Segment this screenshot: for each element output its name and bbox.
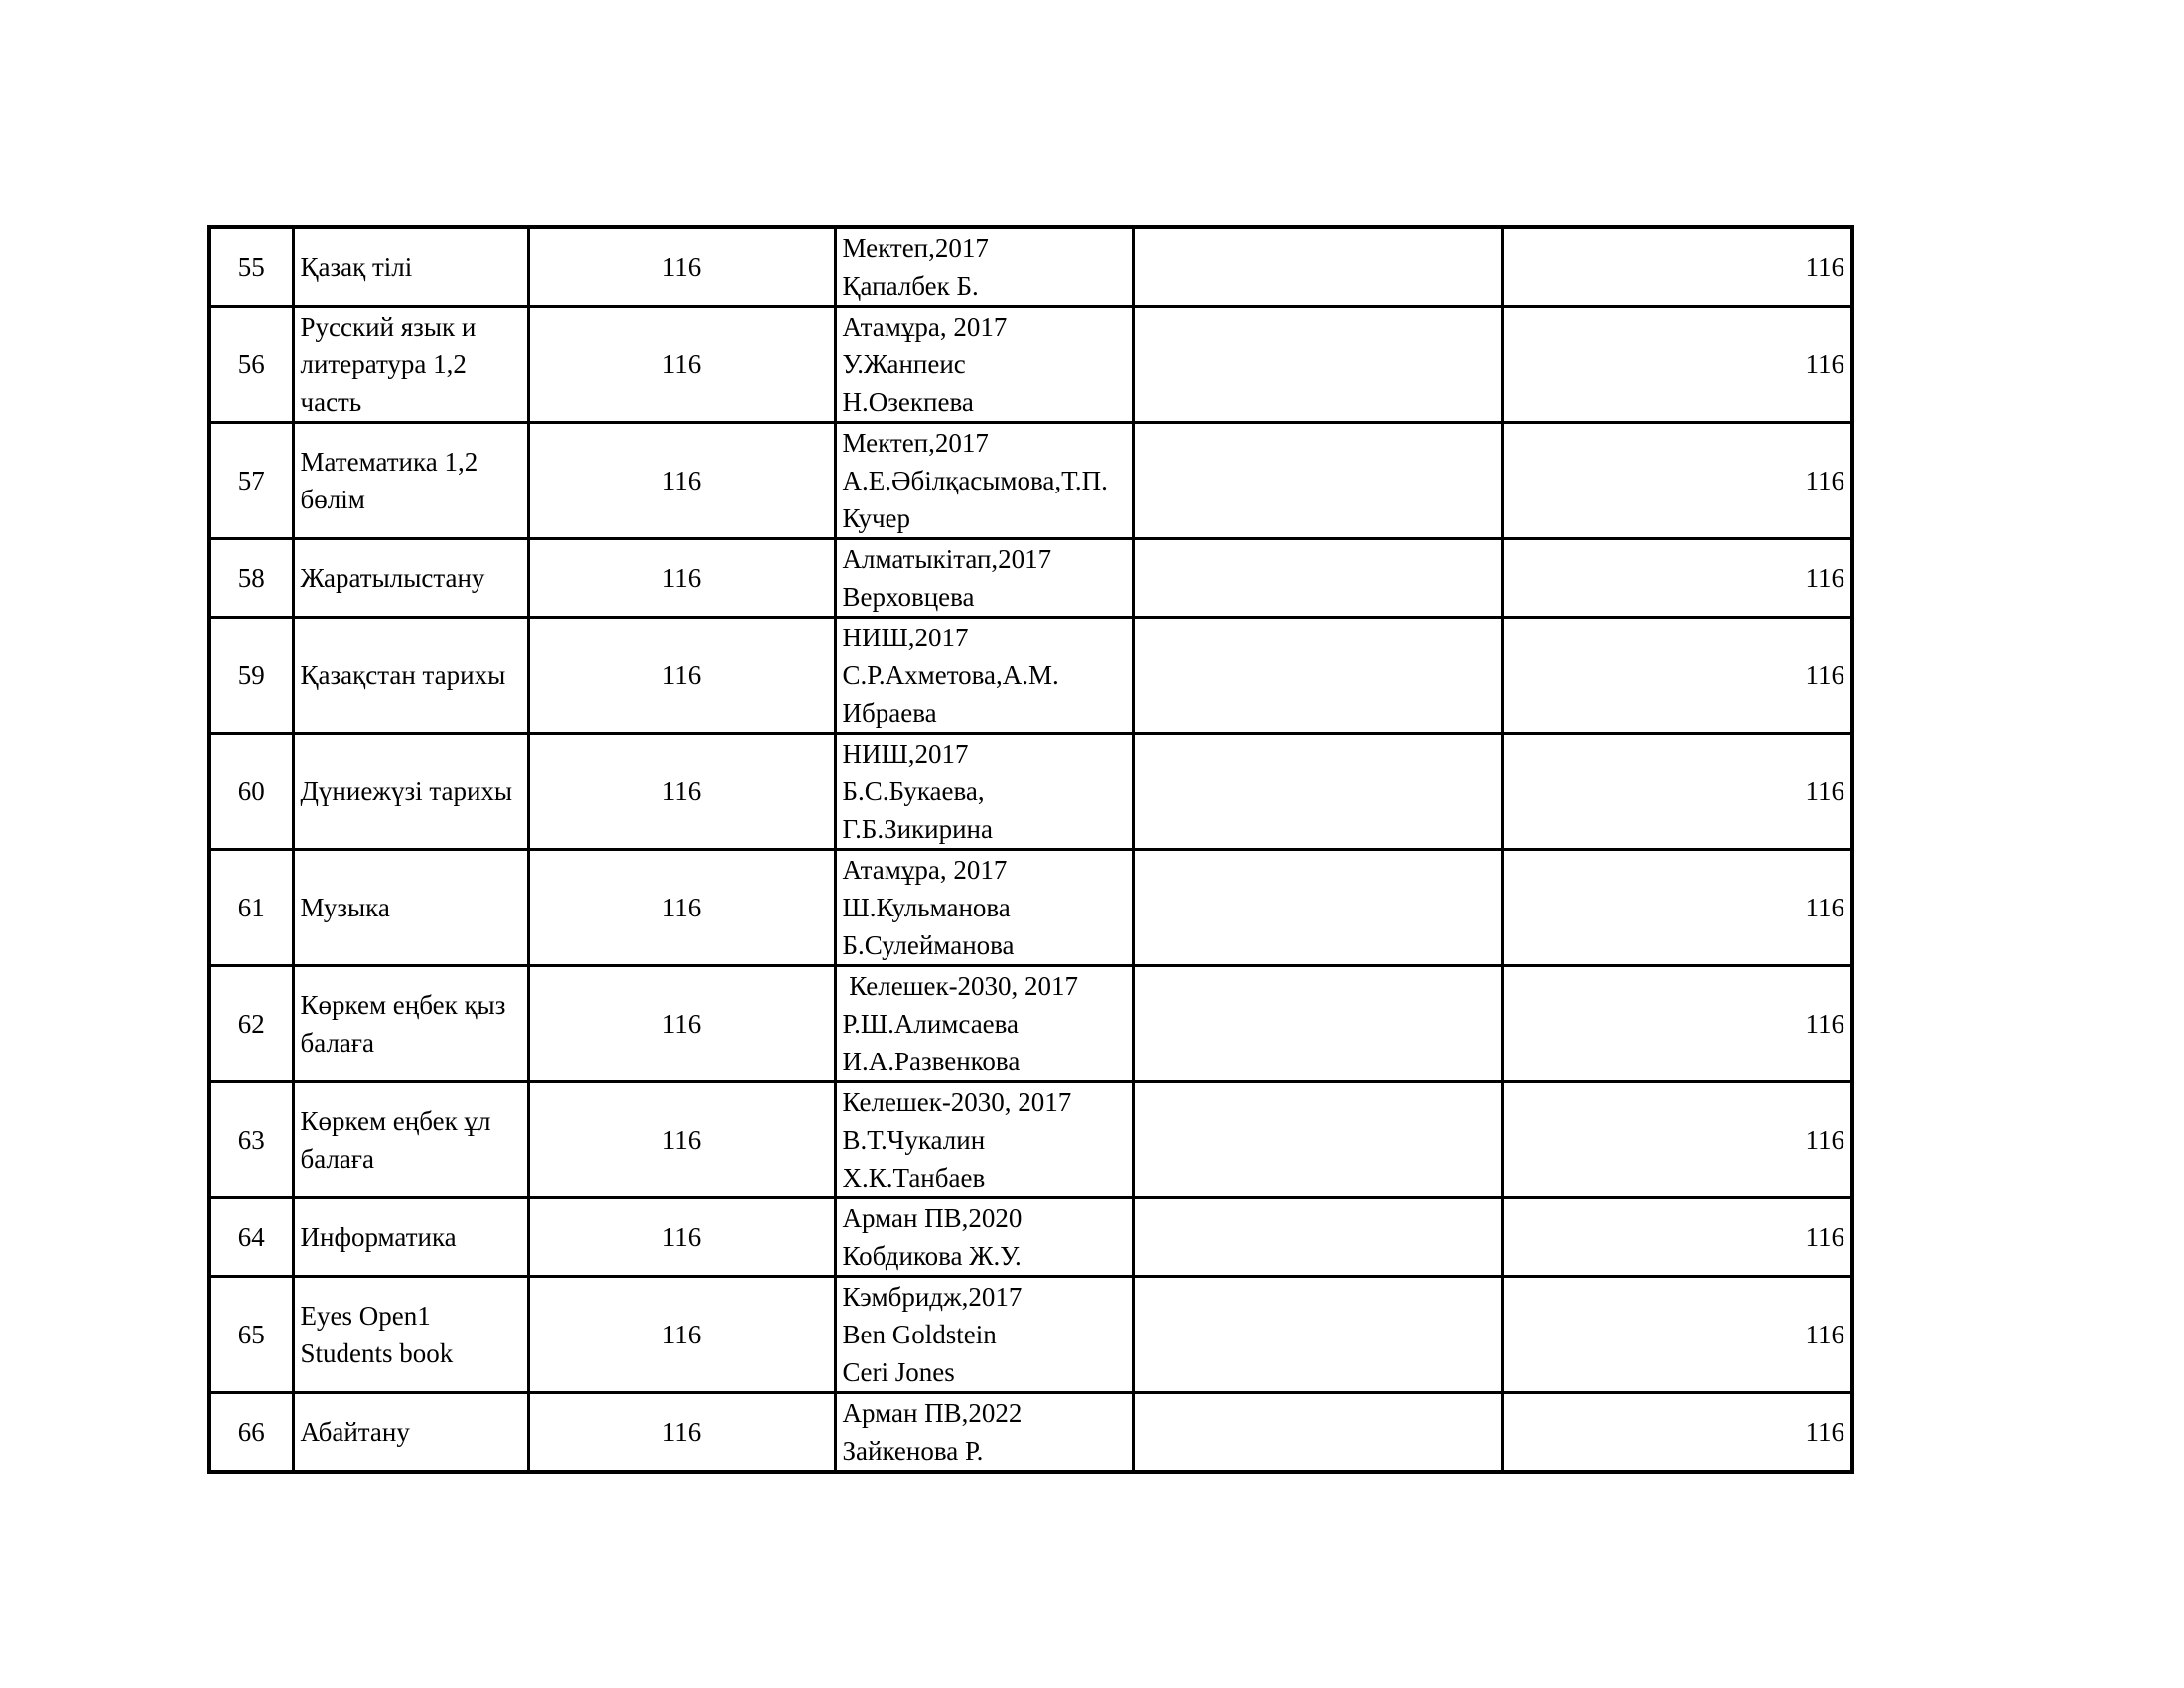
author-line: Верховцева [842,582,975,612]
publisher-line: Келешек-2030, 2017 [842,1087,1072,1117]
publisher-authors [835,539,1133,618]
author-line: Кобдикова Ж.У. [842,1241,1022,1271]
quantity: 116 [528,1082,835,1198]
author-line: Б.Сулейманова [842,930,1015,960]
empty-cell [1133,1198,1502,1277]
author-line: Б.С.Букаева, [842,776,985,806]
empty-cell [1133,734,1502,850]
author-line: А.Е.Әбілқасымова,Т.П. [842,466,1108,495]
subject-name: Қазақ тілі [293,227,528,307]
publisher-authors [835,423,1133,539]
subject-name: Жаратылыстану [293,539,528,618]
publisher-authors [835,618,1133,734]
author-line: У.Жанпеис [842,350,966,379]
quantity: 116 [528,1277,835,1393]
author-line: Н.Озекпева [842,387,974,417]
quantity: 116 [528,227,835,307]
total: 116 [1502,618,1852,734]
total: 116 [1502,966,1852,1082]
total: 116 [1502,539,1852,618]
author-line: Зайкенова Р. [842,1436,984,1466]
publisher-authors [835,734,1133,850]
publisher-authors [835,227,1133,307]
empty-cell [1133,966,1502,1082]
publisher-line: Келешек-2030, 2017 [842,971,1079,1001]
quantity: 116 [528,1198,835,1277]
row-number: 57 [209,423,293,539]
publisher-authors [835,307,1133,423]
quantity: 116 [528,966,835,1082]
empty-cell [1133,850,1502,966]
subject-name: Қазақстан тарихы [293,618,528,734]
row-number: 55 [209,227,293,307]
quantity: 116 [528,423,835,539]
author-line: С.Р.Ахметова,А.М. [842,660,1059,690]
author-line: Х.К.Танбаев [842,1163,986,1193]
author-line: И.А.Развенкова [842,1047,1021,1076]
table-row [209,1198,1852,1277]
publisher-authors [835,1082,1133,1198]
total: 116 [1502,1277,1852,1393]
quantity: 116 [528,734,835,850]
quantity: 116 [528,307,835,423]
empty-cell [1133,423,1502,539]
subject-name: Көркем еңбек қыз балаға [293,966,528,1082]
subject-name: Дүниежүзі тарихы [293,734,528,850]
publisher-line: Атамұра, 2017 [842,855,1008,885]
publisher-line: Арман ПВ,2022 [842,1398,1023,1428]
author-line: Г.Б.Зикирина [842,814,993,844]
textbook-table [207,225,1854,1474]
table-row [209,618,1852,734]
row-number: 58 [209,539,293,618]
author-line: Ибраева [842,698,937,728]
empty-cell [1133,227,1502,307]
total: 116 [1502,1198,1852,1277]
empty-cell [1133,1277,1502,1393]
quantity: 116 [528,618,835,734]
table-row [209,1277,1852,1393]
row-number: 66 [209,1393,293,1473]
row-number: 65 [209,1277,293,1393]
total: 116 [1502,227,1852,307]
subject-name: Математика 1,2 бөлім [293,423,528,539]
subject-name: Көркем еңбек ұл балаға [293,1082,528,1198]
subject-name: Музыка [293,850,528,966]
empty-cell [1133,539,1502,618]
table-row [209,734,1852,850]
total: 116 [1502,1393,1852,1473]
empty-cell [1133,307,1502,423]
row-number: 60 [209,734,293,850]
publisher-line: Кэмбридж,2017 [842,1282,1023,1312]
quantity: 116 [528,539,835,618]
quantity: 116 [528,850,835,966]
row-number: 63 [209,1082,293,1198]
subject-name: Eyes Open1 Students book [293,1277,528,1393]
table-row [209,966,1852,1082]
author-line: Қапалбек Б. [842,271,979,301]
subject-name: Русский язык и литература 1,2 часть [293,307,528,423]
author-line: Ceri Jones [842,1357,955,1387]
publisher-line: Арман ПВ,2020 [842,1203,1023,1233]
publisher-authors [835,966,1133,1082]
row-number: 59 [209,618,293,734]
subject-name: Информатика [293,1198,528,1277]
author-line: Ш.Кульманова [842,893,1011,922]
row-number: 56 [209,307,293,423]
total: 116 [1502,1082,1852,1198]
empty-cell [1133,1082,1502,1198]
author-line: Кучер [842,503,911,533]
author-line: В.Т.Чукалин [842,1125,986,1155]
table-body [209,227,1852,1472]
table-row [209,850,1852,966]
total: 116 [1502,423,1852,539]
empty-cell [1133,618,1502,734]
table-row [209,1082,1852,1198]
table-row [209,1393,1852,1473]
table-row [209,539,1852,618]
quantity: 116 [528,1393,835,1473]
publisher-line: НИШ,2017 [842,623,969,652]
publisher-line: Мектеп,2017 [842,233,989,263]
empty-cell [1133,1393,1502,1473]
publisher-line: Мектеп,2017 [842,428,989,458]
publisher-authors [835,1277,1133,1393]
author-line: Ben Goldstein [842,1320,997,1349]
publisher-authors [835,1198,1133,1277]
publisher-line: Алматыкітап,2017 [842,544,1052,574]
total: 116 [1502,307,1852,423]
table-row [209,227,1852,307]
table-row [209,423,1852,539]
row-number: 61 [209,850,293,966]
publisher-line: Атамұра, 2017 [842,312,1008,342]
subject-name: Абайтану [293,1393,528,1473]
publisher-authors [835,1393,1133,1473]
author-line: Р.Ш.Алимсаева [842,1009,1020,1039]
row-number: 64 [209,1198,293,1277]
publisher-line: НИШ,2017 [842,739,969,769]
publisher-authors [835,850,1133,966]
total: 116 [1502,850,1852,966]
total: 116 [1502,734,1852,850]
row-number: 62 [209,966,293,1082]
table-row [209,307,1852,423]
